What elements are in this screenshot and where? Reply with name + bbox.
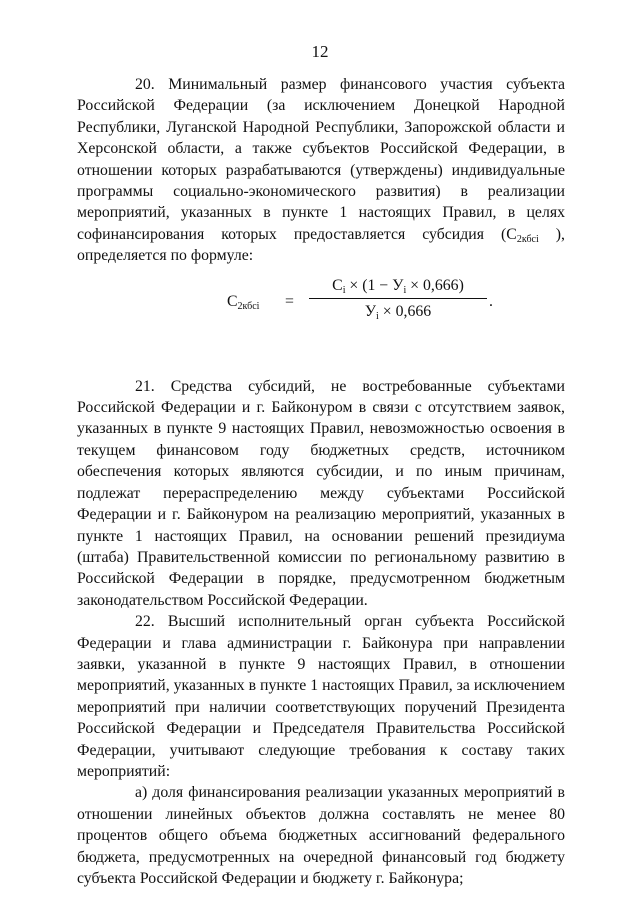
formula-lhs (227, 291, 259, 312)
subsidy-formula (77, 271, 565, 341)
numerator-subscript: i (342, 284, 346, 296)
denominator-subscript: i (376, 311, 379, 323)
document-body (77, 74, 565, 889)
denominator-rest: × 0,666 (378, 303, 432, 321)
paragraph-20-symbol: С (506, 225, 517, 243)
formula-numerator (309, 275, 487, 299)
numerator-subscript-2: i (403, 284, 407, 296)
formula-lhs-symbol: С (227, 292, 238, 310)
numerator-middle: × (1 − У (345, 276, 404, 294)
paragraph-20 (77, 74, 565, 267)
paragraph-20-text: 20. Минимальный размер финансового участия субъекта Российской Федерации (за исключением Донецкой Народной Республики, Луганской Народной Республики, Запорожской области и Херсонской области, а также субъектов Российской Федерации, в отношении которых разрабатываются (утверждены) индивидуальные программы социально-экономического развития) в реализации мероприятий, указанных в пункте 1 настоящих Правил, в целях софинансирования которых предоставляется субсидия ( (77, 76, 565, 243)
formula-fraction (309, 275, 487, 323)
formula-equals: = (285, 292, 294, 310)
paragraph-22: 22. Высший исполнительный орган субъекта Российской Федерации и глава администрации г. Байконура при направлении заявки, указанной в пункте 9 настоящих Правил, в отношении мероприятий, указанных в пункте 1 настоящих Правил, за исключением мероприятий при наличии соответствующих поручений Президента Российской Федерации и Председателя Правительства Российской Федерации, учитывают следующие требования к составу таких мероприятий: (77, 613, 565, 780)
numerator-end: × 0,666) (406, 276, 464, 294)
denominator-symbol: У (364, 303, 377, 321)
paragraph-20-symbol-subscript: 2кбсi (516, 233, 539, 245)
section-gap (77, 349, 565, 376)
paragraph-20-ending: ), определяется по формуле: (77, 225, 565, 265)
formula-lhs-subscript: 2кбсi (237, 300, 260, 312)
paragraph-22-a: а) доля финансирования реализации указанных мероприятий в отношении линейных объектов должна составлять не менее 80 процентов общего объема бюджетных ассигнований федерального бюджета, предусмотренных на очередной финансовый год бюджету субъекта Российской Федерации и бюджету г. Байконура; (77, 784, 565, 887)
numerator-symbol: С (332, 276, 343, 294)
page-number: 12 (311, 42, 329, 61)
formula-denominator (309, 299, 487, 322)
formula-terminator: . (489, 292, 493, 310)
paragraph-21: 21. Средства субсидий, не востребованные субъектами Российской Федерации и г. Байконуром в связи с отсутствием заявок, указанных в пункте 9 настоящих Правил, невозможностью освоения в текущем финансовом году бюджетных средств, источником обеспечения которых являются субсидии, и по иным причинам, подлежат перераспределению между субъектами Российской Федерации и г. Байконуром на реализацию мероприятий, указанных в пункте 1 настоящих Правил, на основании решений президиума (штаба) Правительственной комиссии по региональному развитию в Российской Федерации в порядке, предусмотренном бюджетным законодательством Российской Федерации. (77, 377, 565, 609)
